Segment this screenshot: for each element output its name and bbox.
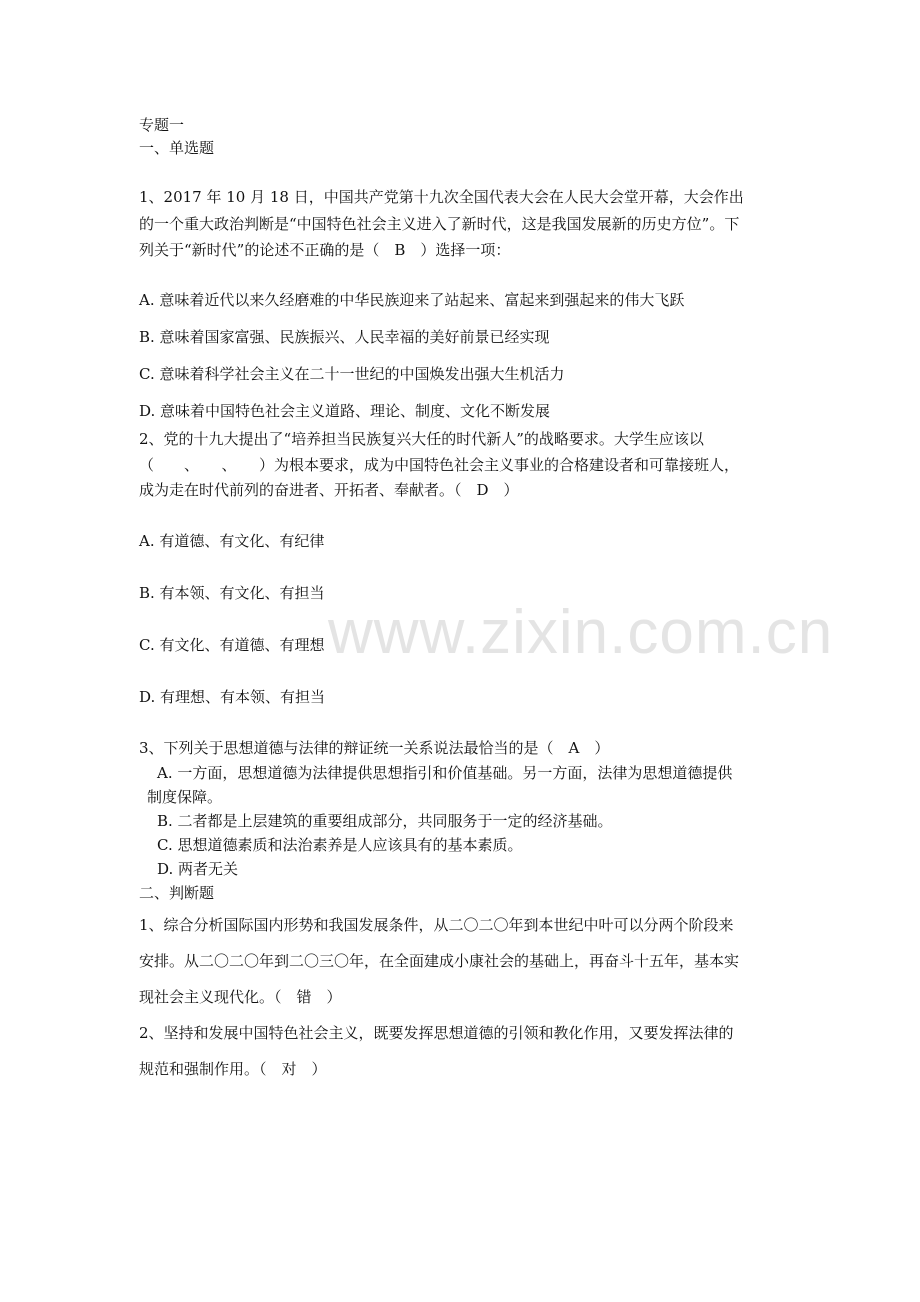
q1-stem-line-2: 的一个重大政治判断是“中国特色社会主义进入了新时代，这是我国发展新的历史方位”。下 [139, 215, 740, 233]
q2-option-b: B. 有本领、有文化、有担当 [139, 584, 325, 602]
q2-option-a: A. 有道德、有文化、有纪律 [139, 532, 325, 550]
q3-option-c: C. 思想道德素质和法治素养是人应该具有的基本素质。 [157, 836, 523, 854]
q2-stem-line-3: 成为走在时代前列的奋进者、开拓者、奉献者。（ D ） [139, 481, 519, 499]
j2-line-2: 规范和强制作用。（ 对 ） [139, 1060, 327, 1078]
q1-option-d: D. 意味着中国特色社会主义道路、理论、制度、文化不断发展 [139, 402, 551, 420]
doc-title: 专题一 [139, 116, 185, 134]
q3-option-d: D. 两者无关 [157, 860, 239, 878]
j1-line-2: 安排。从二〇二〇年到二〇三〇年，在全面建成小康社会的基础上，再奋斗十五年，基本实 [139, 952, 740, 970]
j1-line-1: 1、综合分析国际国内形势和我国发展条件，从二〇二〇年到本世纪中叶可以分两个阶段来 [139, 916, 734, 934]
q2-stem-line-1: 2、党的十九大提出了“培养担当民族复兴大任的时代新人”的战略要求。大学生应该以 [139, 430, 704, 448]
section-heading-judgement: 二、判断题 [139, 884, 215, 902]
q3-option-a-line-1: A. 一方面，思想道德为法律提供思想指引和价值基础。另一方面，法律为思想道德提供 [157, 764, 733, 782]
q2-option-d: D. 有理想、有本领、有担当 [139, 688, 326, 706]
q2-option-c: C. 有文化、有道德、有理想 [139, 636, 325, 654]
q3-option-a-line-2: 制度保障。 [147, 788, 223, 806]
watermark: www.zixin.com.cn [328, 598, 834, 667]
q1-option-b: B. 意味着国家富强、民族振兴、人民幸福的美好前景已经实现 [139, 328, 550, 346]
q1-option-c: C. 意味着科学社会主义在二十一世纪的中国焕发出强大生机活力 [139, 365, 565, 383]
section-heading-single-choice: 一、单选题 [139, 139, 215, 157]
q3-option-b: B. 二者都是上层建筑的重要组成部分，共同服务于一定的经济基础。 [157, 812, 613, 830]
q1-option-a: A. 意味着近代以来久经磨难的中华民族迎来了站起来、富起来到强起来的伟大飞跃 [139, 291, 685, 309]
q2-stem-line-2: （ 、 、 ）为根本要求，成为中国特色社会主义事业的合格建设者和可靠接班人， [139, 456, 740, 474]
q3-stem: 3、下列关于思想道德与法律的辩证统一关系说法最恰当的是（ A ） [139, 739, 610, 757]
q1-stem-line-3: 列关于“新时代”的论述不正确的是（ B ）选择一项： [139, 241, 511, 259]
j1-line-3: 现社会主义现代化。（ 错 ） [139, 988, 342, 1006]
q1-stem-line-1: 1、2017 年 10 月 18 日，中国共产党第十九次全国代表大会在人民大会堂开幕，大会作出 [139, 188, 744, 206]
j2-line-1: 2、坚持和发展中国特色社会主义，既要发挥思想道德的引领和教化作用，又要发挥法律的 [139, 1024, 734, 1042]
